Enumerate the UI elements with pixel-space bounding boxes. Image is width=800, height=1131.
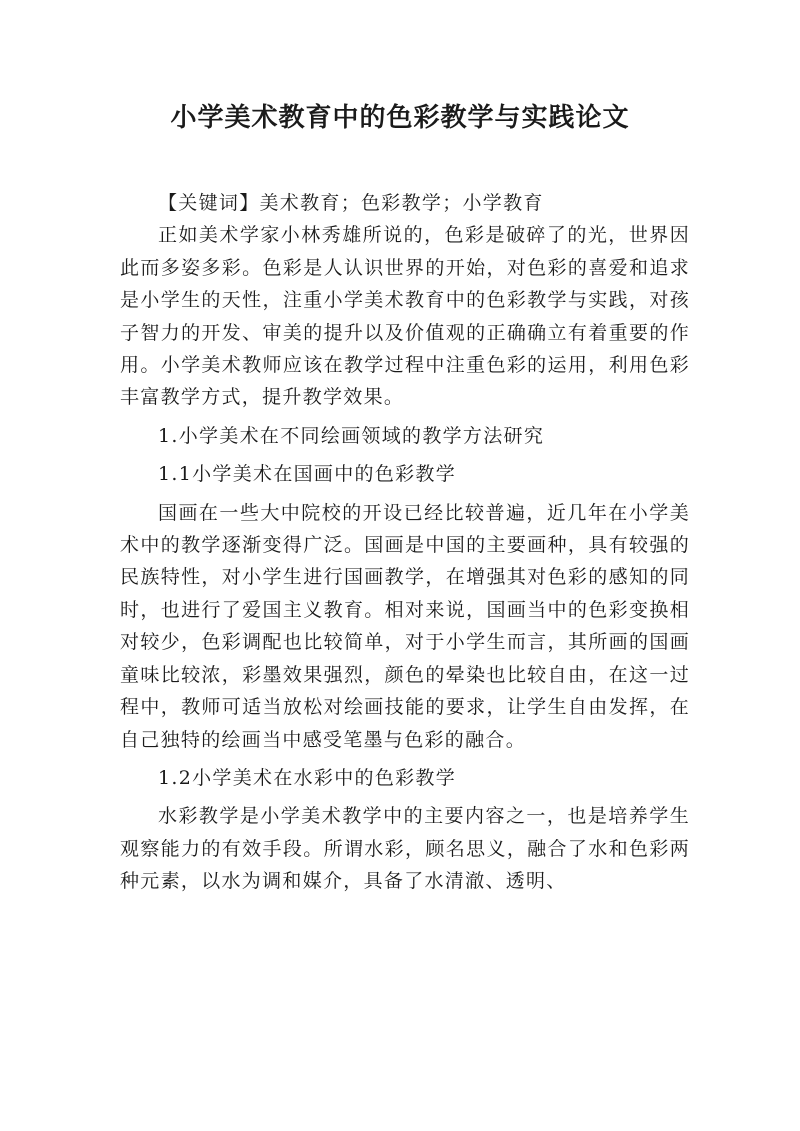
- page-title: 小学美术教育中的色彩教学与实践论文: [170, 103, 630, 133]
- document-body: [120, 187, 690, 898]
- section-heading-1: 1.小学美术在不同绘画领域的教学方法研究: [158, 424, 545, 447]
- section-heading-1-2: 1.2小学美术在水彩中的色彩教学: [158, 766, 457, 789]
- keywords-line: 【关键词】美术教育；色彩教学；小学教育: [158, 192, 544, 214]
- paragraph-intro: 正如美术学家小林秀雄所说的，色彩是破碎了的光，世界因此而多姿多彩。色彩是人认识世界的开始，对色彩的喜爱和追求是小学生的天性，注重小学美术教育中的色彩教学与实践，对孩子智力的开发、审美的提升以及价值观的正确确立有着重要的作用。小学美术教师应该在教学过程中注重色彩的运用，利用色彩丰富教学方式，提升教学效果。: [120, 224, 690, 409]
- paragraph-shuicai: 水彩教学是小学美术教学中的主要内容之一，也是培养学生观察能力的有效手段。所谓水彩，顾名思义，融合了水和色彩两种元素，以水为调和媒介，具备了水清澈、透明、: [120, 805, 690, 893]
- paragraph-guohua: 国画在一些大中院校的开设已经比较普遍，近几年在小学美术中的教学逐渐变得广泛。国画是中国的主要画种，具有较强的民族特性，对小学生进行国画教学，在增强其对色彩的感知的同时，也进行了爱国主义教育。相对来说，国画当中的色彩变换相对较少，色彩调配也比较简单，对于小学生而言，其所画的国画童味比较浓，彩墨效果强烈，颜色的晕染也比较自由，在这一过程中，教师可适当放松对绘画技能的要求，让学生自由发挥，在自己独特的绘画当中感受笔墨与色彩的融合。: [120, 501, 690, 751]
- section-heading-1-1: 1.1小学美术在国画中的色彩教学: [158, 463, 457, 486]
